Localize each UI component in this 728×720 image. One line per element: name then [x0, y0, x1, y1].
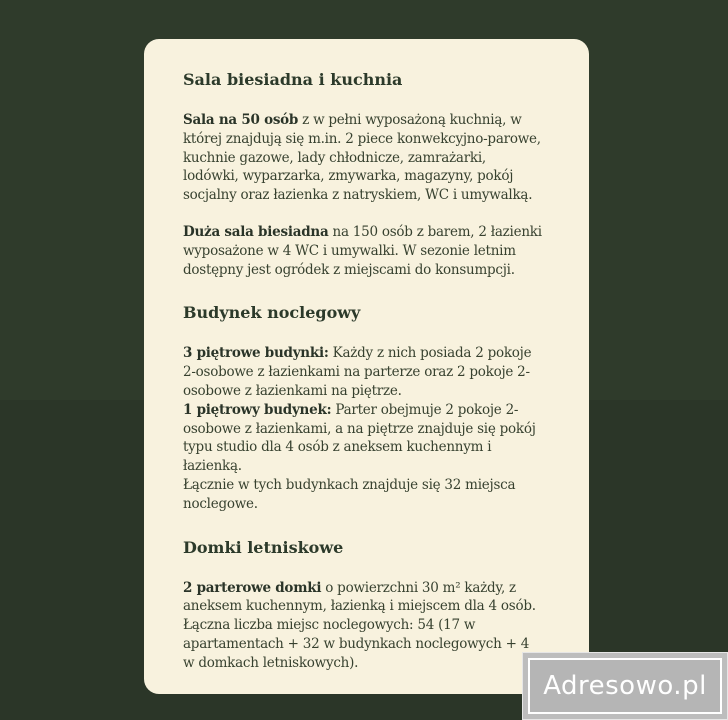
watermark-badge [522, 652, 728, 720]
one-storey-text: Parter obejmuje 2 pokoje 2-osobowe z łazienkami, a na piętrze znajduje się pokój typu studio dla 4 osób z aneksem kuchennym i łazienką. [183, 401, 536, 475]
cottages-bold: 2 parterowe domki [183, 579, 322, 596]
large-hall-text: na 150 osób z barem, 2 łazienki wyposażone w 4 WC i umywalki. W sezonie letnim dostępny jest ogródek z miejscami do konsumpcji. [183, 223, 542, 278]
section-heading-cottages: Domki letniskowe [183, 537, 344, 557]
section-heading-lodging: Budynek noclegowy [183, 303, 361, 323]
large-hall-paragraph [183, 223, 543, 279]
cottages-paragraph [183, 579, 543, 617]
one-storey-bold: 1 piętrowy budynek: [183, 401, 332, 418]
total-beds-paragraph: Łączna liczba miejsc noclegowych: 54 (17 w apartamentach + 32 w budynkach noclegowych + 4 w domkach letniskowych). [183, 617, 530, 671]
watermark-text: Adresowo.pl [543, 671, 707, 701]
large-hall-bold: Duża sala biesiadna [183, 223, 329, 240]
one-storey-paragraph [183, 401, 543, 476]
info-card-content [183, 68, 543, 673]
watermark-frame [528, 658, 722, 714]
three-storey-text: Każdy z nich posiada 2 pokoje 2-osobowe z łazienkami na parterze oraz 2 pokoje 2-osobowe z łazienkami na piętrze. [183, 345, 532, 399]
dining-hall-paragraph [183, 111, 543, 205]
dining-hall-text: z w pełni wyposażoną kuchnią, w której znajdują się m.in. 2 piece konwekcyjno-parowe, kuchnie gazowe, lady chłodnicze, zamrażarki, lodówki, wyparzarka, zmywarka, magazyny, pokój socjalny oraz łazienka z natryskiem, WC i umywalką. [183, 112, 541, 204]
lodging-total-paragraph: Łącznie w tych budynkach znajduje się 32 miejsca noclegowe. [183, 476, 516, 512]
dining-hall-bold: Sala na 50 osób [183, 112, 299, 128]
cottages-text: o powierzchni 30 m² każdy, z aneksem kuchennym, łazienką i miejscem dla 4 osób. [183, 579, 536, 615]
three-storey-bold: 3 piętrowe budynki: [183, 345, 329, 362]
three-storey-paragraph [183, 344, 543, 400]
section-heading-dining-hall: Sala biesiadna i kuchnia [183, 70, 403, 89]
info-card [144, 39, 589, 694]
